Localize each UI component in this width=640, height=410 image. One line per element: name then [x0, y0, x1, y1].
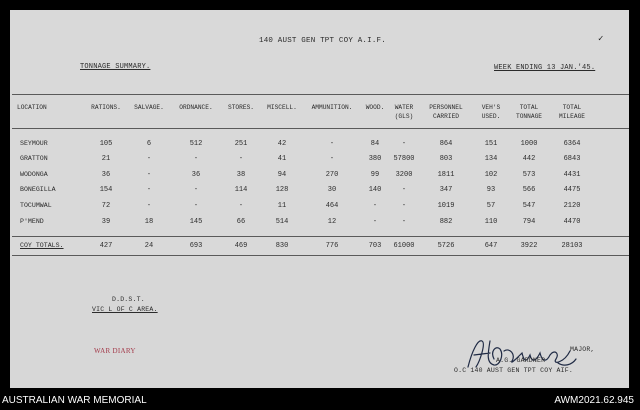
table-cell: 41 [277, 155, 287, 163]
row-location: P'MEND [20, 218, 44, 225]
war-diary-stamp: WAR DIARY [94, 347, 136, 355]
col-header-ammunition: AMMUNITION. [311, 104, 353, 111]
col-header-water: WATER (GLS) [394, 104, 414, 120]
table-cell: - [238, 155, 244, 163]
col-header-salvage: SALVAGE. [134, 104, 164, 111]
col-header-total-tonnage: TOTAL TONNAGE [516, 104, 542, 120]
col-header-wood: WOOD. [365, 104, 385, 111]
table-cell: 270 [325, 171, 339, 179]
totals-cell: 469 [234, 242, 248, 250]
table-cell: 105 [99, 140, 113, 148]
table-cell: 18 [144, 218, 154, 226]
distribution-line-1: D.D.S.T. [112, 296, 145, 303]
table-cell: 6843 [563, 155, 581, 163]
col-header-miscell: MISCELL. [267, 104, 297, 111]
distribution-line-2: VIC L OF C AREA. [92, 306, 158, 313]
table-cell: 151 [484, 140, 498, 148]
table-cell: 110 [484, 218, 498, 226]
totals-cell: 61000 [393, 242, 415, 250]
table-cell: 94 [277, 171, 287, 179]
table-cell: 36 [191, 171, 201, 179]
table-cell: - [146, 186, 152, 194]
table-cell: 566 [522, 186, 536, 194]
table-cell: - [146, 155, 152, 163]
table-cell: 11 [277, 202, 287, 210]
table-cell: 1000 [520, 140, 538, 148]
totals-cell: 703 [368, 242, 382, 250]
table-cell: 134 [484, 155, 498, 163]
table-cell: 514 [275, 218, 289, 226]
table-cell: 4475 [563, 186, 581, 194]
table-cell: 442 [522, 155, 536, 163]
signature-rank: MAJOR, [570, 346, 595, 353]
signature-name: A.G. GARDNER [496, 357, 546, 364]
table-cell: - [146, 171, 152, 179]
row-location: WODONGA [20, 171, 48, 178]
archive-caption-right: AWM2021.62.945 [554, 395, 634, 406]
table-cell: 6 [146, 140, 152, 148]
table-cell: 464 [325, 202, 339, 210]
table-cell: - [238, 202, 244, 210]
table-cell: 3200 [395, 171, 413, 179]
col-header-personnel: PERSONNEL CARRIED [429, 104, 463, 120]
col-header-stores: STORES. [228, 104, 254, 111]
table-cell: 1811 [437, 171, 455, 179]
table-cell: - [193, 186, 199, 194]
table-cell: 145 [189, 218, 203, 226]
document-sheet [10, 10, 629, 388]
pen-mark: ✓ [598, 34, 604, 44]
table-cell: 864 [439, 140, 453, 148]
table-cell: 39 [101, 218, 111, 226]
table-cell: 72 [101, 202, 111, 210]
table-cell: - [372, 202, 378, 210]
table-cell: 57800 [393, 155, 415, 163]
table-cell: 547 [522, 202, 536, 210]
totals-cell: 693 [189, 242, 203, 250]
table-cell: - [329, 140, 335, 148]
totals-cell: 427 [99, 242, 113, 250]
table-cell: 1019 [437, 202, 455, 210]
table-cell: - [193, 202, 199, 210]
totals-cell: 776 [325, 242, 339, 250]
table-cell: 380 [368, 155, 382, 163]
totals-top-rule [12, 236, 629, 237]
signature-unit: O.C 140 AUST GEN TPT COY AIF. [454, 367, 573, 374]
table-cell: 347 [439, 186, 453, 194]
table-cell: - [401, 218, 407, 226]
table-cell: 154 [99, 186, 113, 194]
table-cell: 42 [277, 140, 287, 148]
table-top-rule [12, 94, 629, 95]
table-cell: 882 [439, 218, 453, 226]
totals-cell: 24 [144, 242, 154, 250]
table-cell: - [329, 155, 335, 163]
row-location: TOCUMWAL [20, 202, 52, 209]
table-cell: - [401, 140, 407, 148]
summary-heading: TONNAGE SUMMARY. [80, 63, 151, 71]
table-cell: - [401, 202, 407, 210]
totals-bottom-rule [12, 255, 629, 256]
col-header-vehicles: VEH'S USED. [481, 104, 501, 120]
table-cell: 128 [275, 186, 289, 194]
table-cell: 12 [327, 218, 337, 226]
table-cell: - [401, 186, 407, 194]
table-cell: 114 [234, 186, 248, 194]
table-cell: - [146, 202, 152, 210]
col-header-rations: RATIONS. [91, 104, 121, 111]
table-cell: - [193, 155, 199, 163]
table-cell: 4431 [563, 171, 581, 179]
table-cell: - [372, 218, 378, 226]
totals-label: COY TOTALS. [20, 242, 64, 249]
table-cell: 6364 [563, 140, 581, 148]
table-cell: 30 [327, 186, 337, 194]
table-cell: 573 [522, 171, 536, 179]
table-cell: 93 [486, 186, 496, 194]
table-cell: 57 [486, 202, 496, 210]
table-cell: 803 [439, 155, 453, 163]
col-header-ordnance: ORDNANCE. [179, 104, 213, 111]
col-header-total-mileage: TOTAL MILEAGE [559, 104, 585, 120]
table-cell: 99 [370, 171, 380, 179]
table-cell: 140 [368, 186, 382, 194]
document-title: 140 AUST GEN TPT COY A.I.F. [259, 37, 386, 45]
table-cell: 66 [236, 218, 246, 226]
row-location: SEYMOUR [20, 140, 48, 147]
totals-cell: 647 [484, 242, 498, 250]
table-cell: 21 [101, 155, 111, 163]
totals-cell: 830 [275, 242, 289, 250]
table-cell: 512 [189, 140, 203, 148]
table-cell: 36 [101, 171, 111, 179]
table-cell: 251 [234, 140, 248, 148]
totals-cell: 28103 [561, 242, 583, 250]
table-cell: 38 [236, 171, 246, 179]
col-header-location: LOCATION [17, 104, 47, 111]
table-cell: 84 [370, 140, 380, 148]
header-bottom-rule [12, 128, 629, 129]
archive-caption-left: AUSTRALIAN WAR MEMORIAL [2, 395, 147, 406]
table-cell: 102 [484, 171, 498, 179]
totals-cell: 3922 [520, 242, 538, 250]
table-cell: 794 [522, 218, 536, 226]
table-cell: 4470 [563, 218, 581, 226]
row-location: GRATTON [20, 155, 48, 162]
row-location: BONEGILLA [20, 186, 56, 193]
totals-cell: 5726 [437, 242, 455, 250]
week-ending-heading: WEEK ENDING 13 JAN.'45. [494, 64, 596, 72]
table-cell: 2120 [563, 202, 581, 210]
